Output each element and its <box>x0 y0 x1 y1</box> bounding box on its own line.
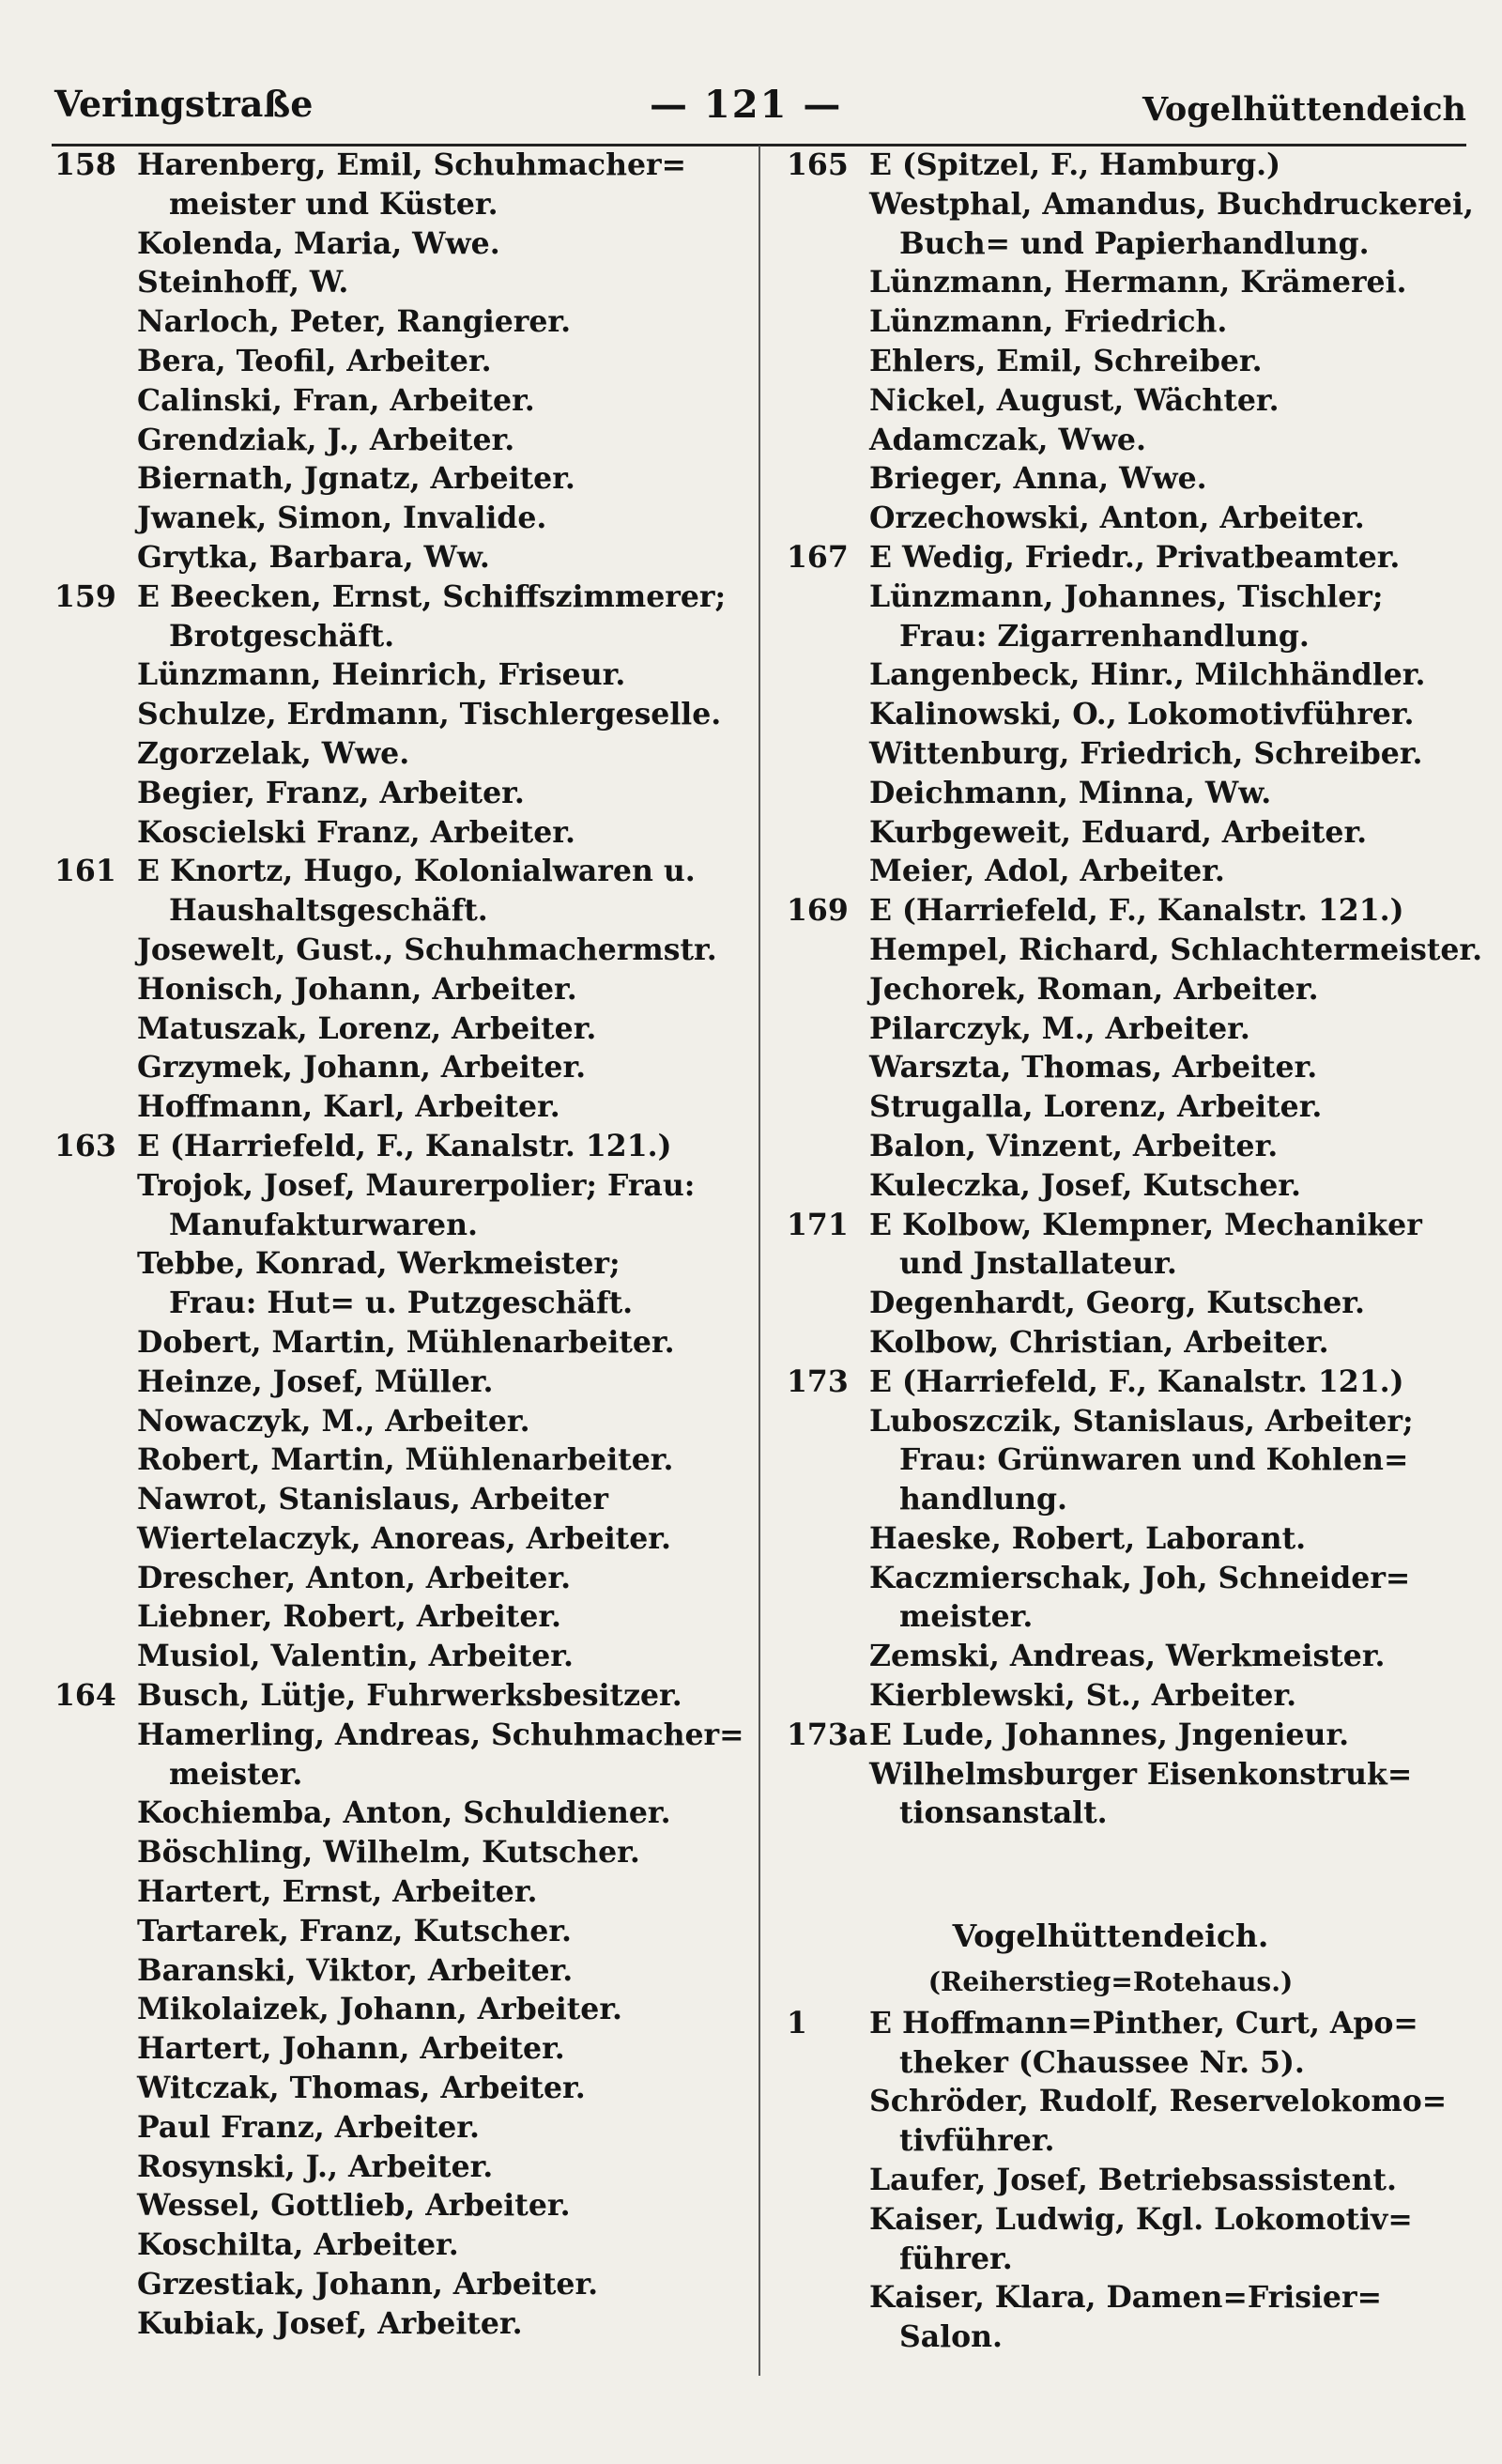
directory-entry <box>54 1087 749 1127</box>
directory-entry <box>787 1284 1472 1323</box>
directory-entry <box>54 1323 749 1363</box>
entry-text: Bera, Teofil, Arbeiter. <box>137 343 492 378</box>
directory-entry <box>787 381 1472 421</box>
directory-entry <box>54 499 749 538</box>
entry-text: Deichmann, Minna, Ww. <box>869 775 1272 810</box>
street-section-title: Vogelhüttendeich. <box>952 1917 1269 1954</box>
directory-entry <box>787 1559 1472 1598</box>
directory-entry <box>787 734 1472 774</box>
directory-entry <box>54 655 749 695</box>
directory-entry <box>54 1951 749 1991</box>
directory-entry <box>54 578 749 617</box>
house-number: 161 <box>54 854 116 889</box>
directory-entry <box>54 2069 749 2108</box>
page-header <box>0 0 1502 155</box>
entry-text: Biernath, Jgnatz, Arbeiter. <box>137 461 575 497</box>
directory-entry <box>54 1833 749 1872</box>
entry-text: tionsanstalt. <box>899 1795 1108 1831</box>
directory-entry <box>54 1480 749 1519</box>
entry-text: Begier, Franz, Arbeiter. <box>137 775 525 810</box>
directory-entry <box>787 499 1472 538</box>
directory-entry <box>54 2186 749 2225</box>
entry-text: E Kolbow, Klempner, Mechaniker <box>869 1207 1422 1242</box>
directory-entry <box>54 1127 749 1166</box>
entry-text: Zemski, Andreas, Werkmeister. <box>869 1639 1386 1674</box>
entry-text: Wessel, Gottlieb, Arbeiter. <box>137 2188 571 2224</box>
entry-text: Ehlers, Emil, Schreiber. <box>869 343 1263 378</box>
directory-entry <box>54 1440 749 1480</box>
directory-entry <box>54 2265 749 2304</box>
directory-entry-continuation <box>787 224 1472 264</box>
directory-entry <box>787 421 1472 460</box>
directory-entry <box>54 1597 749 1637</box>
house-number: 164 <box>54 1678 116 1714</box>
entry-text: Kalinowski, O., Lokomotivführer. <box>869 697 1415 732</box>
directory-entry <box>787 1087 1472 1127</box>
directory-entry <box>787 1402 1472 1441</box>
section-gap <box>787 1833 1472 1872</box>
directory-entry <box>787 1323 1472 1363</box>
entry-text: Robert, Martin, Mühlenarbeiter. <box>137 1442 674 1478</box>
entry-text: Strugalla, Lorenz, Arbeiter. <box>869 1089 1323 1125</box>
directory-entry <box>54 1402 749 1441</box>
entry-text: Rosynski, J., Arbeiter. <box>137 2148 494 2184</box>
directory-entry <box>787 1755 1472 1794</box>
entry-text: E (Harriefeld, F., Kanalstr. 121.) <box>137 1128 672 1163</box>
directory-entry <box>54 2029 749 2069</box>
directory-entry <box>787 813 1472 853</box>
directory-entry <box>787 342 1472 381</box>
directory-entry <box>787 302 1472 342</box>
entry-text: Langenbeck, Hinr., Milchhändler. <box>869 657 1426 693</box>
directory-entry <box>54 1637 749 1676</box>
entry-text: Hartert, Johann, Arbeiter. <box>137 2031 565 2067</box>
directory-entry <box>54 970 749 1009</box>
entry-text: Paul Franz, Arbeiter. <box>137 2109 480 2145</box>
street-section-subtitle: (Reiherstieg=Rotehaus.) <box>927 1965 1294 1997</box>
house-number: 169 <box>787 893 849 929</box>
entry-text: Musiol, Valentin, Arbeiter. <box>137 1639 574 1674</box>
entry-text: Nowaczyk, M., Arbeiter. <box>137 1403 530 1439</box>
house-number: 173a <box>787 1717 868 1752</box>
entry-text: Luboszczik, Stanislaus, Arbeiter; <box>869 1403 1414 1439</box>
entry-text: Hartert, Ernst, Arbeiter. <box>137 1874 538 1910</box>
entry-text: Adamczak, Wwe. <box>869 422 1146 457</box>
entry-text: Pilarczyk, M., Arbeiter. <box>869 1010 1250 1046</box>
entry-text: Haeske, Robert, Laborant. <box>869 1520 1307 1556</box>
entry-text: Jwanek, Simon, Invalide. <box>137 500 547 536</box>
entry-text: Lünzmann, Heinrich, Friseur. <box>137 657 626 693</box>
directory-entry <box>54 1559 749 1598</box>
entry-text: Brotgeschäft. <box>169 618 395 654</box>
entry-text: Kolbow, Christian, Arbeiter. <box>869 1324 1329 1360</box>
entry-text: Grzymek, Johann, Arbeiter. <box>137 1050 587 1086</box>
house-number: 173 <box>787 1363 849 1399</box>
directory-entry <box>54 2108 749 2148</box>
entry-text: Kaczmierschak, Joh, Schneider= <box>869 1560 1411 1595</box>
entry-text: Kubiak, Josef, Arbeiter. <box>137 2305 523 2341</box>
entry-text: Nawrot, Stanislaus, Arbeiter <box>137 1482 608 1517</box>
entry-text: E Hoffmann=Pinther, Curt, Apo= <box>869 2005 1418 2040</box>
directory-entry <box>54 931 749 970</box>
directory-entry-continuation <box>54 617 749 656</box>
entry-text: und Jnstallateur. <box>899 1246 1177 1282</box>
directory-entry <box>54 1244 749 1284</box>
directory-entry <box>54 1676 749 1716</box>
directory-entry <box>54 421 749 460</box>
directory-entry <box>787 1009 1472 1049</box>
page-number: — 121 — <box>650 83 843 127</box>
directory-entry <box>54 342 749 381</box>
entry-text: Kaiser, Ludwig, Kgl. Lokomotiv= <box>869 2201 1413 2237</box>
directory-entry <box>54 1363 749 1402</box>
header-street-end: Vogelhüttendeich <box>1142 90 1466 129</box>
directory-entry <box>54 2148 749 2187</box>
directory-entry-continuation <box>787 1244 1472 1284</box>
house-number: 167 <box>787 539 849 575</box>
directory-entry <box>54 1872 749 1912</box>
directory-entry-continuation <box>54 1755 749 1794</box>
entry-text: Honisch, Johann, Arbeiter. <box>137 971 577 1007</box>
house-number: 1 <box>787 2005 807 2040</box>
entry-text: Meier, Adol, Arbeiter. <box>869 854 1225 889</box>
entry-text: Witczak, Thomas, Arbeiter. <box>137 2071 586 2106</box>
entry-text: Busch, Lütje, Fuhrwerksbesitzer. <box>137 1678 682 1714</box>
entry-text: Frau: Grünwaren und Kohlen= <box>899 1442 1409 1478</box>
directory-entry <box>54 1912 749 1951</box>
directory-entry <box>54 2225 749 2265</box>
entry-text: Manufakturwaren. <box>169 1207 478 1242</box>
entry-text: E Knortz, Hugo, Kolonialwaren u. <box>137 854 696 889</box>
entry-text: Schröder, Rudolf, Reservelokomo= <box>869 2084 1448 2119</box>
entry-text: Koschilta, Arbeiter. <box>137 2227 459 2263</box>
house-number: 165 <box>787 147 849 182</box>
directory-entry <box>787 459 1472 499</box>
entry-text: Matuszak, Lorenz, Arbeiter. <box>137 1010 597 1046</box>
left-column <box>54 146 749 2344</box>
directory-entry <box>787 774 1472 813</box>
entry-text: führer. <box>899 2241 1013 2276</box>
entry-text: Wittenburg, Friedrich, Schreiber. <box>869 735 1423 771</box>
entry-text: Koscielski Franz, Arbeiter. <box>137 814 575 850</box>
entry-text: Liebner, Robert, Arbeiter. <box>137 1599 562 1635</box>
house-number: 163 <box>54 1128 116 1163</box>
entry-text: E (Harriefeld, F., Kanalstr. 121.) <box>869 893 1404 929</box>
directory-entry <box>787 1676 1472 1716</box>
directory-entry <box>54 695 749 734</box>
entry-text: meister und Küster. <box>169 186 498 222</box>
entry-text: Hempel, Richard, Schlachtermeister. <box>869 932 1483 967</box>
directory-entry <box>54 459 749 499</box>
directory-entry <box>54 734 749 774</box>
entry-text: Grzestiak, Johann, Arbeiter. <box>137 2267 599 2302</box>
entry-text: Mikolaizek, Johann, Arbeiter. <box>137 1992 622 2027</box>
entry-text: Hamerling, Andreas, Schuhmacher= <box>137 1717 744 1752</box>
entry-text: Degenhardt, Georg, Kutscher. <box>869 1286 1365 1321</box>
directory-entry <box>787 2200 1472 2240</box>
entry-text: Kochiemba, Anton, Schuldiener. <box>137 1795 671 1831</box>
entry-text: Tartarek, Franz, Kutscher. <box>137 1913 572 1948</box>
entry-text: E Beecken, Ernst, Schiffszimmerer; <box>137 578 727 614</box>
entry-text: Jechorek, Roman, Arbeiter. <box>869 971 1319 1007</box>
directory-entry <box>787 1519 1472 1559</box>
entry-text: Kurbgeweit, Eduard, Arbeiter. <box>869 814 1368 850</box>
directory-entry-continuation <box>54 891 749 931</box>
entry-text: Frau: Zigarrenhandlung. <box>899 618 1310 654</box>
directory-entry <box>787 1048 1472 1087</box>
entry-text: Heinze, Josef, Müller. <box>137 1363 494 1399</box>
column-divider <box>759 146 760 2376</box>
directory-entry <box>787 1363 1472 1402</box>
entry-text: Hoffmann, Karl, Arbeiter. <box>137 1089 560 1125</box>
directory-entry <box>54 381 749 421</box>
directory-entry <box>787 185 1472 224</box>
entry-text: E Wedig, Friedr., Privatbeamter. <box>869 539 1401 575</box>
header-street-start: Veringstraße <box>54 83 314 125</box>
directory-entry <box>54 224 749 264</box>
directory-entry <box>787 146 1472 185</box>
directory-entry-continuation <box>787 2318 1472 2357</box>
directory-entry <box>787 1166 1472 1206</box>
directory-entry-continuation <box>787 2043 1472 2083</box>
entry-text: Harenberg, Emil, Schuhmacher= <box>137 147 687 182</box>
directory-entry-continuation <box>787 1794 1472 1833</box>
entry-text: Schulze, Erdmann, Tischlergeselle. <box>137 697 722 732</box>
entry-text: Tebbe, Konrad, Werkmeister; <box>137 1246 621 1282</box>
entry-text: Baranski, Viktor, Arbeiter. <box>137 1952 574 1988</box>
entry-text: Wiertelaczyk, Anoreas, Arbeiter. <box>137 1520 671 1556</box>
directory-entry <box>787 2278 1472 2318</box>
directory-entry <box>787 2004 1472 2043</box>
entry-text: Lünzmann, Johannes, Tischler; <box>869 578 1384 614</box>
entry-text: Warszta, Thomas, Arbeiter. <box>869 1050 1318 1086</box>
entry-text: Westphal, Amandus, Buchdruckerei, <box>869 186 1474 222</box>
entry-text: Böschling, Wilhelm, Kutscher. <box>137 1835 640 1871</box>
directory-entry <box>787 578 1472 617</box>
entry-text: Laufer, Josef, Betriebsassistent. <box>869 2163 1397 2198</box>
directory-entry <box>787 931 1483 970</box>
entry-text: Brieger, Anna, Wwe. <box>869 461 1207 497</box>
entry-text: Zgorzelak, Wwe. <box>137 735 410 771</box>
directory-entry-continuation <box>787 1480 1472 1519</box>
directory-entry <box>787 1637 1472 1676</box>
directory-entry-continuation <box>54 1284 749 1323</box>
directory-entry <box>787 852 1472 891</box>
directory-entry-continuation <box>54 1206 749 1245</box>
directory-entry <box>54 1794 749 1833</box>
directory-entry <box>787 1127 1472 1166</box>
directory-entry <box>54 1009 749 1049</box>
directory-entry <box>54 1519 749 1559</box>
street-section-entries <box>787 2004 1472 2357</box>
entry-text: Josewelt, Gust., Schuhmachermstr. <box>137 932 717 967</box>
entry-text: E Lude, Johannes, Jngenieur. <box>869 1717 1350 1752</box>
directory-entry <box>54 1990 749 2029</box>
entry-text: Kuleczka, Josef, Kutscher. <box>869 1167 1301 1203</box>
directory-entry <box>787 2161 1472 2200</box>
entry-text: Salon. <box>899 2319 1004 2355</box>
directory-entry-continuation <box>787 1597 1472 1637</box>
entry-text: meister. <box>169 1756 303 1792</box>
directory-entry <box>787 695 1472 734</box>
directory-entry <box>54 2304 749 2344</box>
directory-entry <box>787 2082 1472 2121</box>
house-number: 171 <box>787 1207 849 1242</box>
entry-text: Buch= und Papierhandlung. <box>899 225 1370 261</box>
directory-entry-continuation <box>54 185 749 224</box>
entry-text: Calinski, Fran, Arbeiter. <box>137 382 535 418</box>
directory-entry <box>787 538 1472 578</box>
entry-text: Kierblewski, St., Arbeiter. <box>869 1678 1297 1714</box>
entry-text: Wilhelmsburger Eisenkonstruk= <box>869 1756 1413 1792</box>
directory-entry-continuation <box>787 617 1472 656</box>
entry-text: Lünzmann, Hermann, Krämerei. <box>869 265 1407 300</box>
directory-entry <box>54 813 749 853</box>
directory-entry <box>787 1206 1472 1245</box>
directory-entry <box>787 263 1472 302</box>
directory-entry <box>787 1716 1472 1755</box>
directory-entry <box>787 970 1472 1009</box>
entry-text: Nickel, August, Wächter. <box>869 382 1280 418</box>
entry-text: Dobert, Martin, Mühlenarbeiter. <box>137 1324 675 1360</box>
entry-text: Kaiser, Klara, Damen=Frisier= <box>869 2280 1382 2316</box>
directory-entry <box>54 538 749 578</box>
entry-text: Drescher, Anton, Arbeiter. <box>137 1560 572 1595</box>
entry-text: Lünzmann, Friedrich. <box>869 304 1228 340</box>
entry-text: Haushaltsgeschäft. <box>169 893 488 929</box>
directory-entry <box>54 1048 749 1087</box>
directory-entry <box>54 852 749 891</box>
directory-entry-continuation <box>787 1440 1472 1480</box>
entry-text: Grytka, Barbara, Ww. <box>137 539 490 575</box>
directory-entry-continuation <box>787 2121 1472 2161</box>
entry-text: Narloch, Peter, Rangierer. <box>137 304 572 340</box>
entry-text: meister. <box>899 1599 1034 1635</box>
house-number: 159 <box>54 578 116 614</box>
section-gap <box>787 1872 1472 1912</box>
directory-entry <box>54 1716 749 1755</box>
entry-text: Kolenda, Maria, Wwe. <box>137 225 500 261</box>
entry-text: Orzechowski, Anton, Arbeiter. <box>869 500 1365 536</box>
entry-text: E (Spitzel, F., Hamburg.) <box>869 147 1281 182</box>
directory-entry <box>54 1166 749 1206</box>
entry-text: theker (Chaussee Nr. 5). <box>899 2044 1305 2080</box>
entry-text: Grendziak, J., Arbeiter. <box>137 422 515 457</box>
directory-entry-continuation <box>787 2240 1472 2279</box>
entry-text: E (Harriefeld, F., Kanalstr. 121.) <box>869 1363 1404 1399</box>
entry-text: Steinhoff, W. <box>137 265 349 300</box>
entry-text: Frau: Hut= u. Putzgeschäft. <box>169 1286 634 1321</box>
entry-text: Trojok, Josef, Maurerpolier; Frau: <box>137 1167 696 1203</box>
directory-entry <box>54 263 749 302</box>
entry-text: tivführer. <box>899 2123 1055 2159</box>
entry-text: handlung. <box>899 1482 1068 1517</box>
entry-text: Balon, Vinzent, Arbeiter. <box>869 1128 1279 1163</box>
right-column-entries <box>787 146 1483 1833</box>
directory-entry <box>54 302 749 342</box>
directory-entry <box>54 146 749 185</box>
directory-entry <box>787 891 1472 931</box>
directory-entry <box>787 655 1472 695</box>
right-column <box>787 146 1483 2357</box>
directory-entry <box>54 774 749 813</box>
house-number: 158 <box>54 147 116 182</box>
